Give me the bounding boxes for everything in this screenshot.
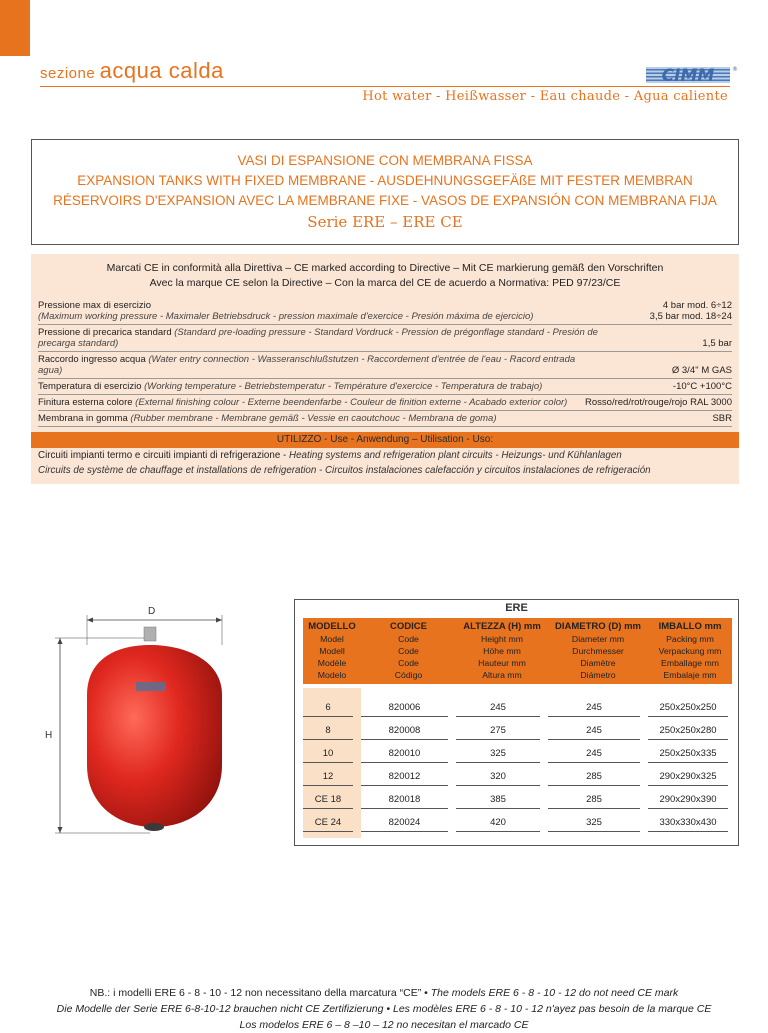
cimm-logo [646, 63, 736, 85]
spec-translation: (Rubber membrane - Membrane gemäß - Vessie en caoutchouc - Membrana de goma) [130, 413, 497, 424]
cell-height: 275 [456, 725, 540, 740]
svg-text:CIMM: CIMM [661, 66, 715, 86]
spec-value: Ø 3/4'' M GAS [671, 365, 732, 376]
use-text-italic-2: Circuits de système de chauffage et installations de refrigeration - Circuitos instalaciones calefacción y circuitos instalaciones de refrigeración [38, 465, 651, 476]
cell-packing: 250x250x280 [648, 725, 728, 740]
use-text-italic: Heating systems and refrigeration plant circuits - Heizungs- und Kühlanlagen [286, 450, 622, 461]
cell-height: 420 [456, 817, 540, 832]
spec-row-water-connection [38, 352, 732, 379]
column-header-packing: IMBALLO mm Packing mm Verpackung mm Emballage mm Embalaje mm [658, 621, 722, 680]
cell-diameter: 325 [548, 817, 640, 832]
cell-diameter: 245 [548, 725, 640, 740]
section-languages: Hot water - Heißwasser - Eau chaude - Agua caliente [362, 89, 728, 104]
dimension-h-label: H [45, 730, 53, 741]
table-row [303, 786, 732, 809]
spec-label: Raccordo ingresso acqua [38, 354, 146, 365]
cell-model: 6 [303, 702, 353, 717]
spec-translation: (Standard pre-loading pressure - Standard Vordruck - Pression de prégonflage standard - Presión de precarga standard) [38, 327, 598, 349]
cell-model: CE 24 [303, 817, 353, 832]
footnote [0, 985, 768, 1033]
section-label-small: sezione [40, 65, 96, 82]
spec-translation: (Working temperature - Betriebstemperatur - Température d'exercice - Temperatura de trabajo) [144, 381, 543, 392]
section-title [40, 58, 224, 84]
use-heading-bar: UTILIZZO - Use - Anwendung – Utilisation - Uso: [31, 432, 739, 448]
column-header-height: ALTEZZA (H) mm Height mm Höhe mm Hauteur mm Altura mm [463, 621, 541, 680]
title-line-it: VASI DI ESPANSIONE CON MEMBRANA FISSA [237, 153, 533, 168]
cell-height: 245 [456, 702, 540, 717]
title-line-fr-es: RÉSERVOIRS D'EXPANSION AVEC LA MEMBRANE FIXE - VASOS DE EXPANSIÓN CON MEMBRANA FIJA [53, 193, 717, 208]
cell-code: 820008 [361, 725, 448, 740]
cell-code: 820018 [361, 794, 448, 809]
spec-value-2: 3,5 bar mod. 18÷24 [649, 311, 732, 322]
cell-packing: 290x290x325 [648, 771, 728, 786]
section-label-big: acqua calda [99, 58, 224, 83]
header-rule [40, 86, 730, 87]
expansion-tank-illustration [40, 605, 240, 850]
spec-row-max-pressure [38, 298, 732, 325]
spec-value: Rosso/red/rot/rouge/rojo RAL 3000 [585, 397, 732, 408]
tank-drawing [40, 605, 240, 850]
cell-model: CE 18 [303, 794, 353, 809]
product-title-box [31, 139, 739, 245]
cell-model: 12 [303, 771, 353, 786]
column-header-model: MODELLO Model Modell Modèle Modelo [308, 621, 356, 680]
cell-diameter: 245 [548, 702, 640, 717]
cell-diameter: 245 [548, 748, 640, 763]
table-row [303, 694, 732, 717]
spec-label: Finitura esterna colore [38, 397, 133, 408]
cell-height: 385 [456, 794, 540, 809]
title-line-en-de: EXPANSION TANKS WITH FIXED MEMBRANE - AUSDEHNUNGSGEFÄßE MIT FESTER MEMBRAN [77, 173, 693, 188]
spec-value: 4 bar mod. 6÷12 [662, 300, 732, 311]
table-body [303, 694, 732, 832]
orange-corner-tab [0, 0, 30, 56]
spec-label: Pressione max di esercizio [38, 300, 151, 311]
cell-height: 320 [456, 771, 540, 786]
footnote-de: Die Modelle der Serie ERE 6-8-10-12 brauchen nicht CE Zertifizierung • [56, 1003, 391, 1015]
spec-label: Membrana in gomma [38, 413, 128, 424]
series-name: Serie ERE – ERE CE [307, 213, 463, 231]
table-row [303, 809, 732, 832]
cell-diameter: 285 [548, 771, 640, 786]
cell-height: 325 [456, 748, 540, 763]
footnote-en: The models ERE 6 - 8 - 10 - 12 do not need CE mark [427, 987, 679, 999]
cell-code: 820012 [361, 771, 448, 786]
spec-value: -10°C +100°C [672, 381, 732, 392]
spec-row-membrane [38, 411, 732, 427]
spec-translation: (Maximum working pressure - Maximaler Betriebsdruck - pression maximale d'exercice - Presión máxima de ejercicio) [38, 311, 534, 322]
cell-model: 10 [303, 748, 353, 763]
footnote-fr: Les modèles ERE 6 - 8 - 10 - 12 n'ayez pas besoin de la marque CE [390, 1003, 712, 1015]
dimension-d-label: D [148, 606, 156, 617]
cell-code: 820024 [361, 817, 448, 832]
spec-label: Temperatura di esercizio [38, 381, 142, 392]
ere-models-table [294, 599, 739, 846]
column-header-code: CODICE Code Code Code Código [390, 621, 427, 680]
cell-packing: 290x290x390 [648, 794, 728, 809]
table-title: ERE [505, 602, 528, 614]
ce-line-2: Avec la marque CE selon la Directive – Con la marca del CE de acuerdo a Normativa: PED 97/23/CE [149, 277, 621, 289]
table-row [303, 740, 732, 763]
specifications-panel [31, 254, 739, 484]
ce-line-1: Marcati CE in conformità alla Direttiva – CE marked according to Directive – Mit CE markierung gemäß den Vorschriften [106, 262, 664, 274]
spec-value: 1,5 bar [702, 338, 732, 349]
table-header [303, 618, 732, 684]
spec-label: Pressione di precarica standard [38, 327, 172, 338]
svg-text:®: ® [732, 66, 738, 73]
spec-rows [38, 298, 732, 427]
spec-row-temperature [38, 379, 732, 395]
use-text-plain: Circuiti impianti termo e circuiti impianti di refrigerazione - [38, 450, 287, 461]
ce-marking-text [31, 254, 739, 291]
cell-code: 820010 [361, 748, 448, 763]
use-description [38, 448, 732, 478]
cell-packing: 250x250x335 [648, 748, 728, 763]
table-row [303, 717, 732, 740]
spec-row-finish-colour [38, 395, 732, 411]
spec-translation: (Water entry connection - Wasseranschlußstutzen - Raccordement d'entrée de l'eau - Racord entrada agua) [38, 354, 576, 376]
footnote-es: Los modelos ERE 6 – 8 –10 – 12 no necesitan el marcado CE [239, 1019, 529, 1031]
spec-row-preload [38, 325, 732, 352]
cell-diameter: 285 [548, 794, 640, 809]
spec-value: SBR [712, 413, 732, 424]
table-row [303, 763, 732, 786]
cell-model: 8 [303, 725, 353, 740]
cell-packing: 250x250x250 [648, 702, 728, 717]
footnote-it: NB.: i modelli ERE 6 - 8 - 10 - 12 non necessitano della marcatura “CE” • [89, 987, 428, 999]
cell-code: 820006 [361, 702, 448, 717]
cell-packing: 330x330x430 [648, 817, 728, 832]
spec-translation: (External finishing colour - Externe beendenfarbe - Couleur de finition externe - Acabado exterior color) [135, 397, 568, 408]
column-header-diameter: DIAMETRO (D) mm Diameter mm Durchmesser Diamètre Diámetro [554, 621, 642, 680]
